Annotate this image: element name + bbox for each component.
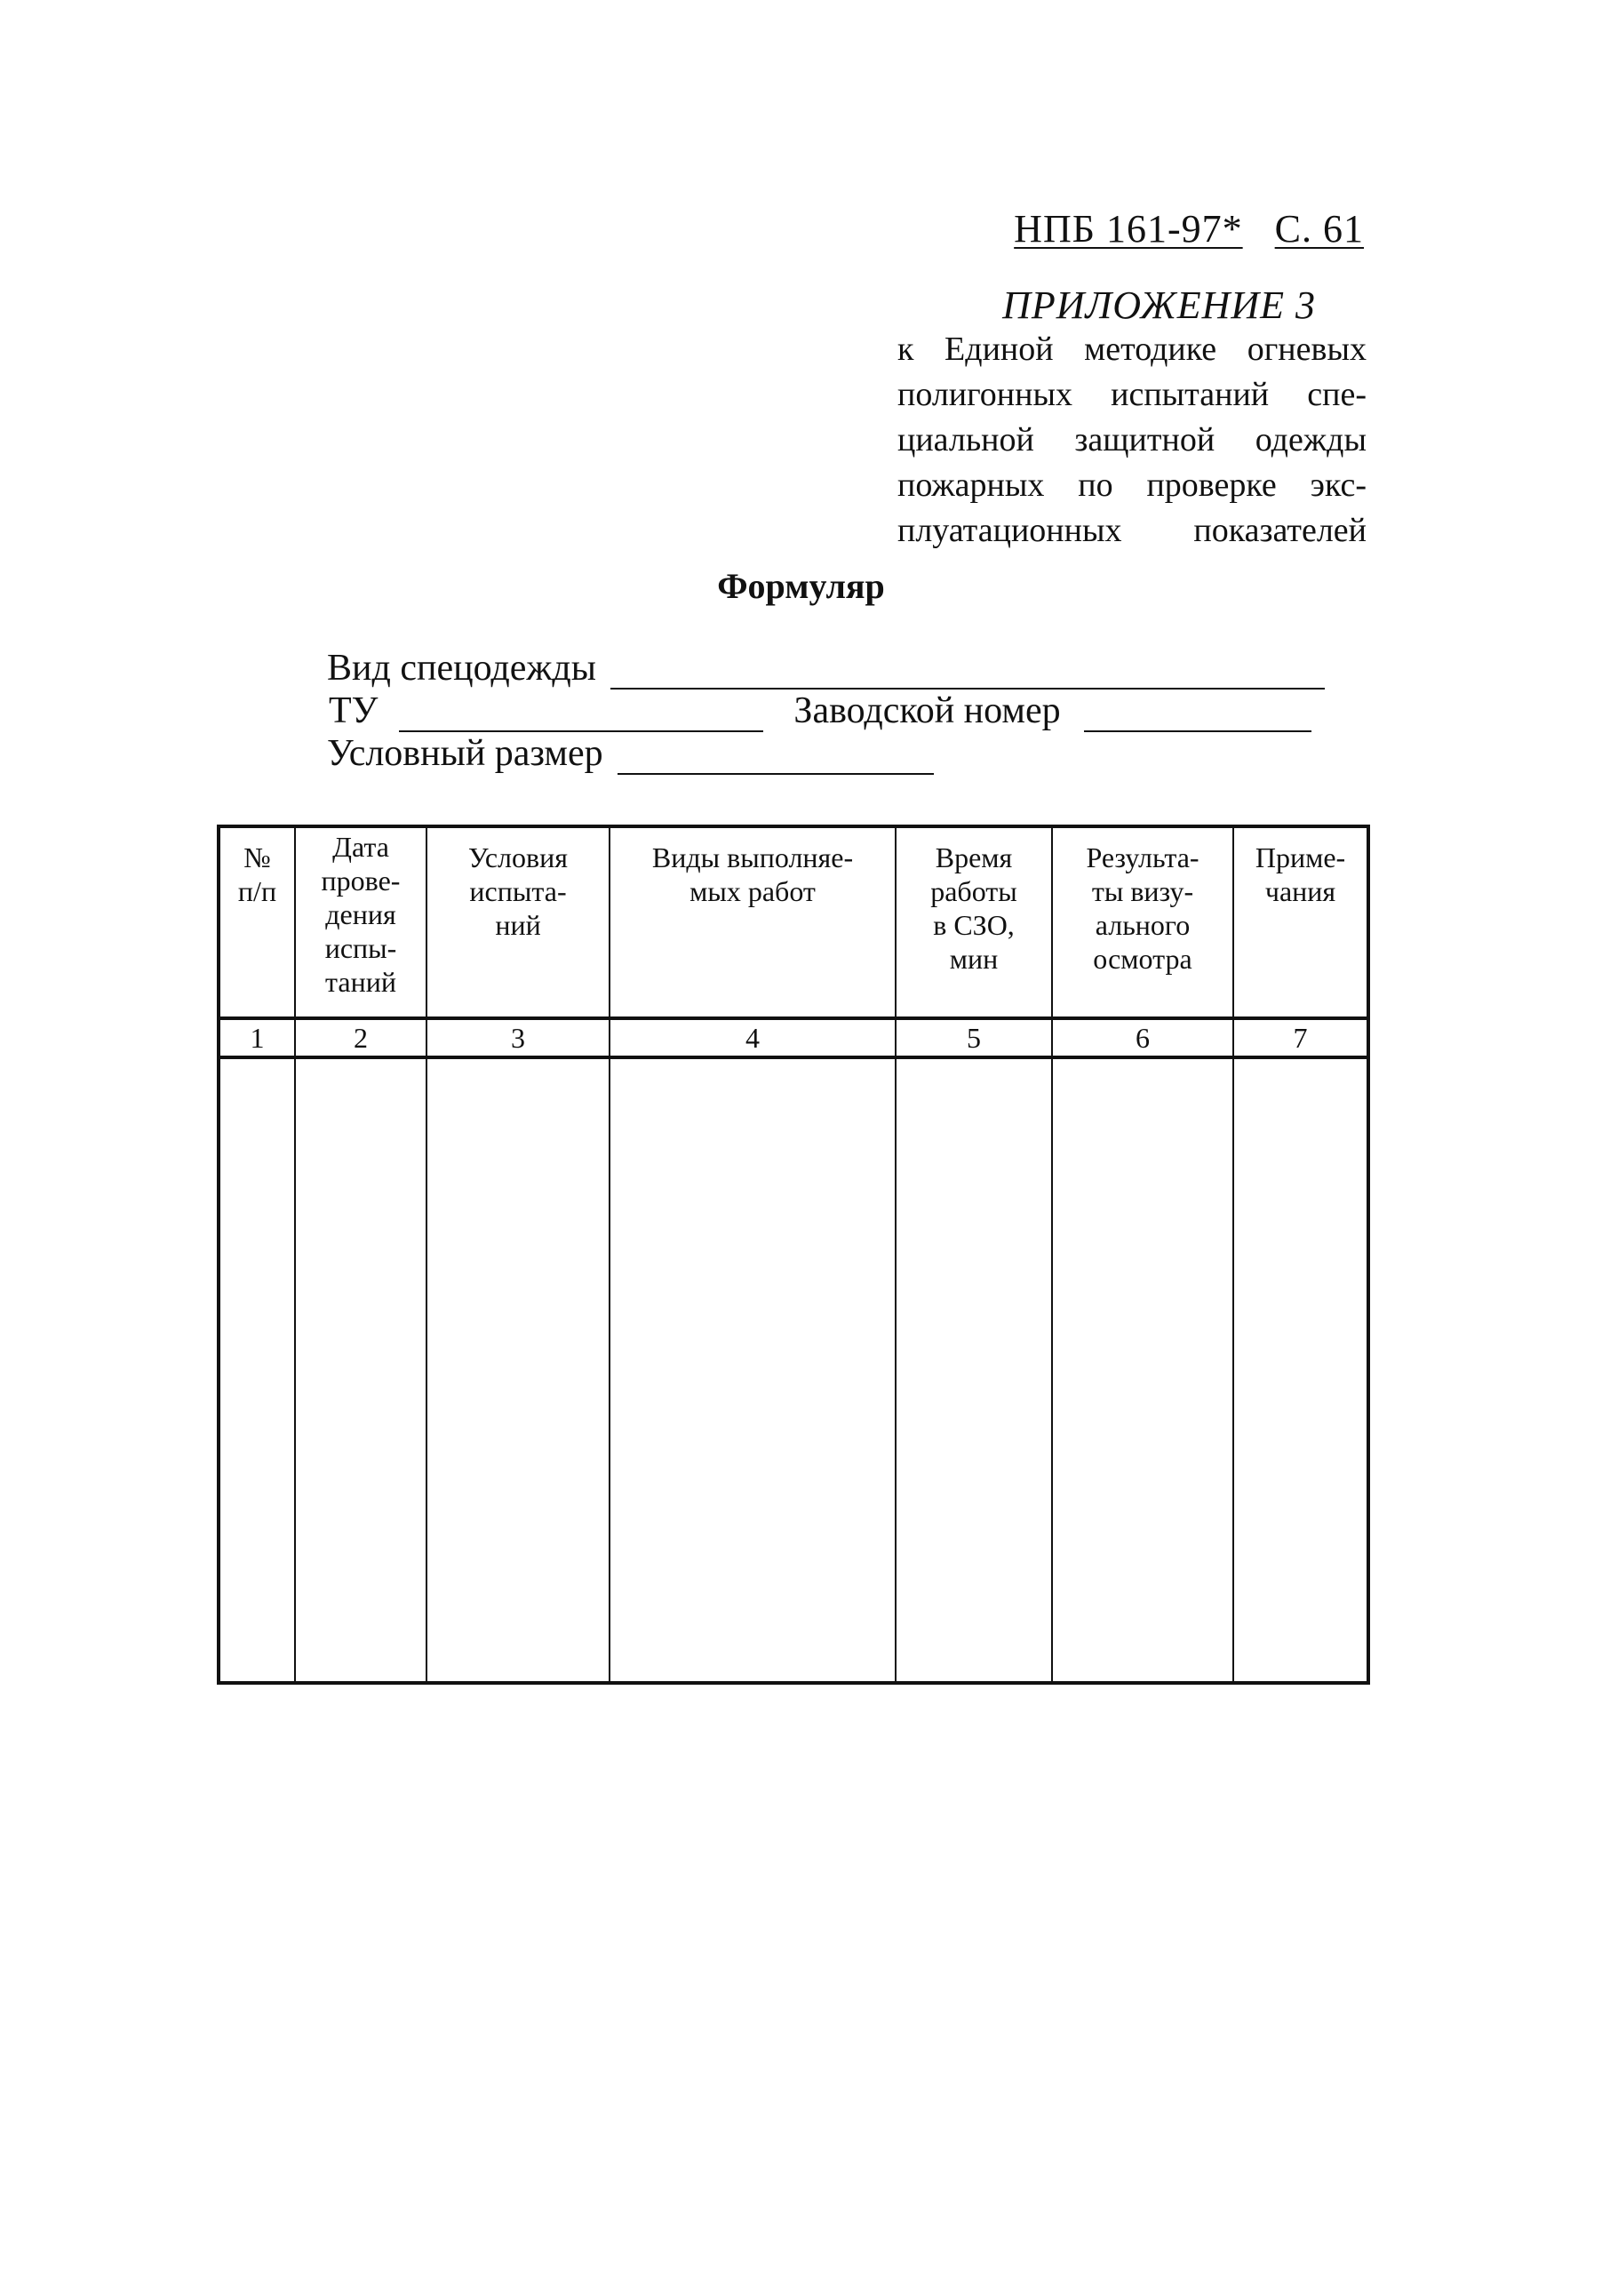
column-header-inspection-results <box>1052 826 1233 1018</box>
empty-cell[interactable] <box>1052 1057 1233 1683</box>
table-header-row <box>219 826 1368 1018</box>
serial-number-label: Заводской номер <box>793 690 1061 731</box>
size-label: Условный размер <box>327 733 603 774</box>
header-line: Дата <box>332 831 389 863</box>
header-line: испыта- <box>469 875 567 907</box>
page-header-reference <box>1014 206 1364 251</box>
header-line: мин <box>949 943 999 975</box>
clothing-type-label: Вид спецодежды <box>327 648 597 689</box>
appendix-title: ПРИЛОЖЕНИЕ 3 <box>1002 283 1316 327</box>
header-line: работы <box>930 875 1017 907</box>
header-line: в СЗО, <box>933 909 1015 941</box>
empty-cell[interactable] <box>295 1057 426 1683</box>
serial-number-blank[interactable] <box>1084 698 1311 732</box>
header-line: Виды выполняе- <box>651 841 854 873</box>
column-number: 2 <box>295 1018 426 1057</box>
appendix-description <box>897 327 1367 554</box>
formular-table-wrapper <box>217 825 1367 1685</box>
header-line: чания <box>1264 875 1336 907</box>
header-line: ний <box>495 909 541 941</box>
table-body-row <box>219 1057 1368 1683</box>
appendix-description-line: полигонных испытаний спе- <box>897 376 1367 413</box>
page-number: С. 61 <box>1274 207 1364 251</box>
tu-blank[interactable] <box>399 698 763 732</box>
header-line: ального <box>1095 909 1191 941</box>
clothing-type-row <box>327 647 1325 690</box>
header-line: Приме- <box>1255 841 1346 873</box>
header-line: Результа- <box>1086 841 1200 873</box>
column-header-test-date <box>295 826 426 1018</box>
column-number-row <box>219 1018 1368 1057</box>
empty-cell[interactable] <box>426 1057 610 1683</box>
clothing-type-blank[interactable] <box>610 656 1325 690</box>
size-blank[interactable] <box>618 741 934 775</box>
empty-cell[interactable] <box>1233 1057 1368 1683</box>
empty-cell[interactable] <box>610 1057 896 1683</box>
header-line: испы- <box>324 932 397 964</box>
column-header-number <box>219 826 295 1018</box>
appendix-description-line: пожарных по проверке экс- <box>897 466 1367 504</box>
header-line: Время <box>935 841 1013 873</box>
appendix-description-line: циальной защитной одежды <box>897 421 1367 458</box>
formular-table <box>217 825 1370 1685</box>
column-header-notes <box>1233 826 1368 1018</box>
empty-cell[interactable] <box>219 1057 295 1683</box>
appendix-description-line: плуатационных показателей <box>897 512 1367 549</box>
column-header-test-conditions <box>426 826 610 1018</box>
header-line: осмотра <box>1093 943 1192 975</box>
column-number: 7 <box>1233 1018 1368 1057</box>
tu-label: ТУ <box>329 690 379 731</box>
column-number: 6 <box>1052 1018 1233 1057</box>
document-code: НПБ 161-97* <box>1014 207 1243 251</box>
column-number: 5 <box>896 1018 1052 1057</box>
header-line: мых работ <box>689 875 816 907</box>
header-line: п/п <box>237 875 277 907</box>
column-number: 1 <box>219 1018 295 1057</box>
column-header-work-time <box>896 826 1052 1018</box>
header-line: Условия <box>468 841 568 873</box>
header-line: прове- <box>321 865 401 897</box>
form-title: Формуляр <box>717 566 885 606</box>
header-line: таний <box>325 966 396 998</box>
header-line: ты визу- <box>1091 875 1194 907</box>
column-number: 4 <box>610 1018 896 1057</box>
column-number: 3 <box>426 1018 610 1057</box>
column-header-work-types <box>610 826 896 1018</box>
tu-serial-row <box>327 690 1311 732</box>
header-line: № <box>243 841 271 873</box>
header-line: дения <box>325 898 396 930</box>
size-row <box>327 732 934 775</box>
empty-cell[interactable] <box>896 1057 1052 1683</box>
appendix-description-line: к Единой методике огневых <box>897 331 1367 368</box>
